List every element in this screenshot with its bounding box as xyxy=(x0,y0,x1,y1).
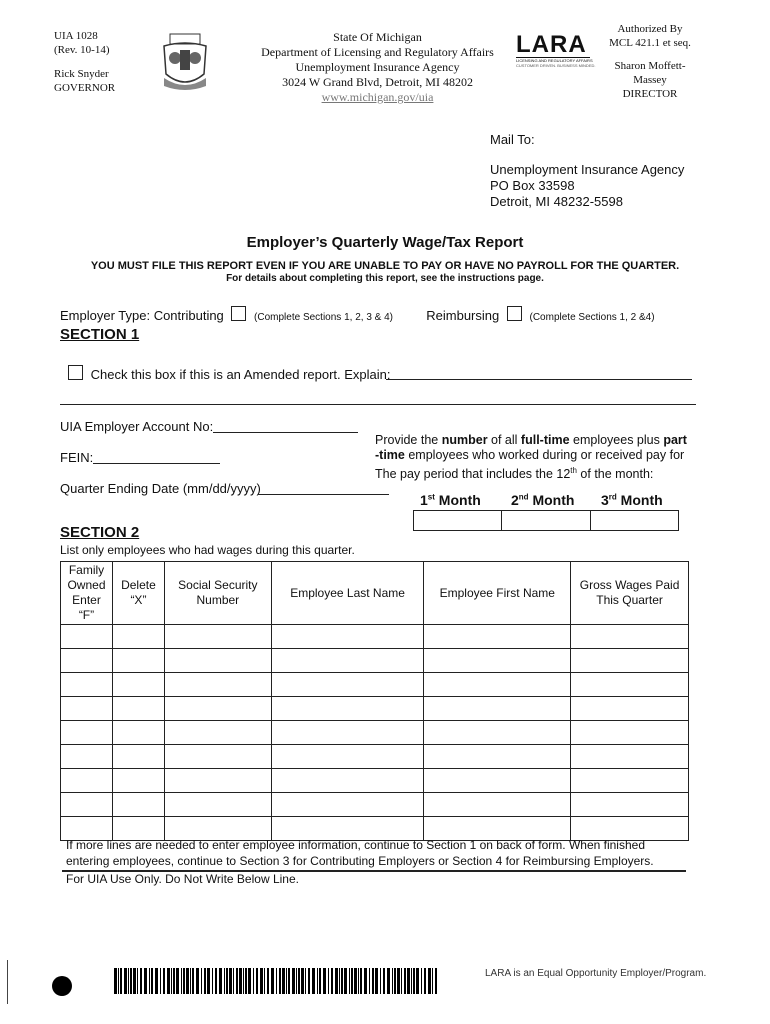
family-owned-cell[interactable] xyxy=(61,649,113,673)
barcode-bar xyxy=(397,968,400,994)
barcode-bar xyxy=(229,968,232,994)
barcode-bar xyxy=(226,968,228,994)
barcode-bar xyxy=(380,968,381,994)
first-name-cell[interactable] xyxy=(424,793,571,817)
barcode-bar xyxy=(144,968,147,994)
month3-label xyxy=(601,492,663,508)
barcode-bar xyxy=(264,968,265,994)
month3-word: Month xyxy=(616,492,663,508)
report-title: Employer’s Quarterly Wage/Tax Report xyxy=(246,234,524,251)
barcode-bar xyxy=(323,968,326,994)
first-name-cell[interactable] xyxy=(424,697,571,721)
provide-text-5: The pay period that includes the 12 xyxy=(375,467,571,482)
barcode-bar xyxy=(428,968,431,994)
barcode-bar xyxy=(137,968,138,994)
gross-wages-cell[interactable] xyxy=(571,793,689,817)
barcode-bar xyxy=(416,968,419,994)
lara-logo-sub1: LICENSING AND REGULATORY AFFAIRS xyxy=(516,58,593,63)
amended-explain-field-2[interactable] xyxy=(60,404,696,405)
barcode-bar xyxy=(364,968,367,994)
barcode-bar xyxy=(256,968,258,994)
lara-logo-text: LARA xyxy=(516,31,587,58)
uia-only-note: For UIA Use Only. Do Not Write Below Line. xyxy=(66,872,299,886)
last-name-cell[interactable] xyxy=(271,769,424,793)
barcode-bar xyxy=(245,968,247,994)
provide-text-fulltime: full-time xyxy=(520,433,570,447)
month1-count-field[interactable] xyxy=(414,511,502,531)
barcode-icon xyxy=(114,968,438,994)
barcode-bar xyxy=(312,968,315,994)
report-warning: YOU MUST FILE THIS REPORT EVEN IF YOU ARE UNABLE TO PAY OR HAVE NO PAYROLL FOR THE QUARTER. xyxy=(90,260,680,272)
barcode-bar xyxy=(271,968,274,994)
fein-field[interactable] xyxy=(93,463,220,464)
agency-header xyxy=(250,30,505,105)
barcode-bar xyxy=(360,968,362,994)
col-ssn: Social Security Number xyxy=(164,562,271,625)
barcode-bar xyxy=(411,968,412,994)
barcode-bar xyxy=(279,968,281,994)
barcode-bar xyxy=(114,968,117,994)
month3-count-field[interactable] xyxy=(590,511,678,531)
barcode-bar xyxy=(171,968,172,994)
ssn-cell[interactable] xyxy=(164,625,271,649)
barcode-bar xyxy=(155,968,158,994)
col-first-name: Employee First Name xyxy=(424,562,571,625)
barcode-bar xyxy=(305,968,306,994)
barcode-bar xyxy=(354,968,357,994)
report-instructions-note: For details about completing this report, see the instructions page. xyxy=(226,273,544,284)
barcode-bar xyxy=(341,968,343,994)
barcode-bar xyxy=(124,968,127,994)
barcode-bar xyxy=(224,968,225,994)
mail-to-line3: Detroit, MI 48232-5598 xyxy=(490,194,623,209)
barcode-bar xyxy=(351,968,353,994)
barcode-bar xyxy=(128,968,129,994)
barcode-bar xyxy=(173,968,175,994)
barcode-bar xyxy=(219,968,222,994)
contributing-checkbox[interactable] xyxy=(231,306,246,321)
provide-text-part: part xyxy=(663,433,687,447)
gross-wages-cell[interactable] xyxy=(571,625,689,649)
first-name-cell[interactable] xyxy=(424,625,571,649)
lara-logo xyxy=(516,31,596,74)
provide-text-number: number xyxy=(441,433,488,447)
family-owned-cell[interactable] xyxy=(61,625,113,649)
amended-label: Check this box if this is an Amended report. Explain: xyxy=(90,367,391,382)
form-revision: (Rev. 10-14) xyxy=(54,44,110,56)
table-row xyxy=(61,697,689,721)
barcode-bar xyxy=(196,968,199,994)
barcode-bar xyxy=(181,968,182,994)
authorized-by: Authorized By xyxy=(617,23,683,35)
barcode-bar xyxy=(236,968,238,994)
delete-cell[interactable] xyxy=(112,697,164,721)
barcode-bar xyxy=(276,968,277,994)
barcode-bar xyxy=(308,968,310,994)
barcode-bar xyxy=(183,968,185,994)
reimbursing-label: Reimbursing xyxy=(426,308,500,323)
ssn-cell[interactable] xyxy=(164,649,271,673)
barcode-bar xyxy=(163,968,165,994)
provide-text-2: of all xyxy=(487,433,521,447)
table-row xyxy=(61,649,689,673)
provide-text-parttime: -time xyxy=(375,448,405,462)
barcode-bar xyxy=(192,968,194,994)
family-owned-cell[interactable] xyxy=(61,721,113,745)
ssn-cell[interactable] xyxy=(164,673,271,697)
barcode-bar xyxy=(435,968,437,994)
barcode-bar xyxy=(432,968,433,994)
barcode-bar xyxy=(292,968,295,994)
last-name-cell[interactable] xyxy=(271,649,424,673)
barcode-bar xyxy=(215,968,217,994)
barcode-bar xyxy=(421,968,422,994)
family-owned-cell[interactable] xyxy=(61,769,113,793)
mail-to-line2: PO Box 33598 xyxy=(490,178,575,193)
barcode-bar xyxy=(424,968,426,994)
barcode-bar xyxy=(375,968,378,994)
barcode-bar xyxy=(317,968,318,994)
barcode-bar xyxy=(335,968,338,994)
provide-text-6: of the month: xyxy=(576,467,654,482)
barcode-bar xyxy=(190,968,191,994)
mail-to-block xyxy=(490,132,684,210)
section1-heading: SECTION 1 xyxy=(60,326,140,343)
barcode-bar xyxy=(328,968,329,994)
barcode-bar xyxy=(149,968,150,994)
agency-name: Unemployment Insurance Agency xyxy=(295,60,460,74)
barcode-bar xyxy=(387,968,390,994)
last-name-cell[interactable] xyxy=(271,721,424,745)
delete-cell[interactable] xyxy=(112,769,164,793)
family-owned-cell[interactable] xyxy=(61,697,113,721)
reimbursing-note: (Complete Sections 1, 2 &4) xyxy=(529,312,655,323)
governor-title: GOVERNOR xyxy=(54,82,116,94)
delete-cell[interactable] xyxy=(112,673,164,697)
barcode-bar xyxy=(243,968,244,994)
barcode-bar xyxy=(186,968,189,994)
barcode-bar xyxy=(151,968,153,994)
gross-wages-cell[interactable] xyxy=(571,745,689,769)
barcode-bar xyxy=(260,968,263,994)
table-row xyxy=(61,673,689,697)
agency-address: 3024 W Grand Blvd, Detroit, MI 48202 xyxy=(282,75,473,89)
barcode-bar xyxy=(253,968,254,994)
barcode-bar xyxy=(167,968,170,994)
last-name-cell[interactable] xyxy=(271,745,424,769)
delete-cell[interactable] xyxy=(112,649,164,673)
director-name-2: Massey xyxy=(633,74,667,86)
delete-cell[interactable] xyxy=(112,745,164,769)
table-row xyxy=(61,625,689,649)
agency-website-link[interactable]: www.michigan.gov/uia xyxy=(321,90,434,104)
barcode-bar xyxy=(413,968,415,994)
employee-count-instructions xyxy=(375,433,687,482)
barcode-bar xyxy=(286,968,287,994)
barcode-bar xyxy=(133,968,136,994)
month3-sup: rd xyxy=(608,492,617,502)
amended-checkbox[interactable] xyxy=(68,365,83,380)
table-row xyxy=(61,769,689,793)
delete-cell[interactable] xyxy=(112,721,164,745)
first-name-cell[interactable] xyxy=(424,649,571,673)
equal-opportunity-note: LARA is an Equal Opportunity Employer/Program. xyxy=(485,968,707,979)
michigan-seal-icon xyxy=(158,32,212,94)
barcode-bar xyxy=(407,968,410,994)
table-row xyxy=(61,721,689,745)
amended-explain-field[interactable] xyxy=(386,379,692,380)
month1-sup: st xyxy=(427,492,435,502)
col-delete: Delete “X” xyxy=(112,562,164,625)
employer-type-label: Employer Type: Contributing xyxy=(60,308,224,323)
gross-wages-cell[interactable] xyxy=(571,721,689,745)
month2-count-field[interactable] xyxy=(502,511,590,531)
account-label: UIA Employer Account No: xyxy=(60,419,214,434)
gross-wages-cell[interactable] xyxy=(571,697,689,721)
governor-name: Rick Snyder xyxy=(54,68,109,80)
amended-row xyxy=(68,365,391,382)
barcode-bar xyxy=(233,968,234,994)
quarter-ending-label: Quarter Ending Date (mm/dd/yyyy) xyxy=(60,481,261,496)
barcode-bar xyxy=(204,968,206,994)
col-last-name: Employee Last Name xyxy=(271,562,424,625)
barcode-bar xyxy=(392,968,393,994)
page-edge-mark xyxy=(7,960,8,1004)
last-name-cell[interactable] xyxy=(271,625,424,649)
gross-wages-cell[interactable] xyxy=(571,769,689,793)
table-row xyxy=(61,793,689,817)
ssn-cell[interactable] xyxy=(164,745,271,769)
provide-text-sup: th xyxy=(570,466,577,475)
employee-wage-table xyxy=(60,561,689,841)
department-name: Department of Licensing and Regulatory Affairs xyxy=(261,45,494,59)
barcode-bar xyxy=(239,968,242,994)
barcode-bar xyxy=(301,968,304,994)
barcode-bar xyxy=(349,968,350,994)
barcode-bar xyxy=(394,968,396,994)
barcode-bar xyxy=(383,968,385,994)
director-title: DIRECTOR xyxy=(622,88,678,100)
footer-line2: entering employees, continue to Section 3 for Contributing Employers or Section 4 for Reimbursing Employers. xyxy=(66,854,654,868)
month1-label xyxy=(420,492,481,508)
barcode-bar xyxy=(369,968,370,994)
barcode-bar xyxy=(212,968,213,994)
barcode-bar xyxy=(118,968,119,994)
mail-to-line1: Unemployment Insurance Agency xyxy=(490,162,685,177)
col-gross-wages: Gross Wages Paid This Quarter xyxy=(571,562,689,625)
reimbursing-checkbox[interactable] xyxy=(507,306,522,321)
month1-num: 1 xyxy=(420,492,428,508)
barcode-bar xyxy=(267,968,269,994)
barcode-bar xyxy=(358,968,359,994)
lara-logo-sub2: CUSTOMER DRIVEN. BUSINESS MINDED. xyxy=(516,63,596,68)
provide-text-4: employees who worked during or received pay for xyxy=(404,448,685,462)
first-name-cell[interactable] xyxy=(424,721,571,745)
barcode-bar xyxy=(372,968,374,994)
ssn-cell[interactable] xyxy=(164,769,271,793)
barcode-bar xyxy=(282,968,285,994)
ssn-cell[interactable] xyxy=(164,793,271,817)
provide-text-3: employees plus xyxy=(569,433,664,447)
month2-label xyxy=(511,492,574,508)
barcode-bar xyxy=(339,968,340,994)
barcode-bar xyxy=(401,968,402,994)
family-owned-cell[interactable] xyxy=(61,745,113,769)
barcode-bar xyxy=(298,968,300,994)
ssn-cell[interactable] xyxy=(164,721,271,745)
form-id-block xyxy=(54,29,115,95)
family-owned-cell[interactable] xyxy=(61,673,113,697)
barcode-bar xyxy=(207,968,210,994)
month2-word: Month xyxy=(528,492,575,508)
first-name-cell[interactable] xyxy=(424,745,571,769)
barcode-bar xyxy=(331,968,333,994)
month1-word: Month xyxy=(434,492,481,508)
last-name-cell[interactable] xyxy=(271,697,424,721)
last-name-cell[interactable] xyxy=(271,793,424,817)
table-row xyxy=(61,745,689,769)
form-number: UIA 1028 xyxy=(54,30,98,42)
registration-dot-icon xyxy=(52,976,72,996)
employer-type-row xyxy=(60,306,655,323)
barcode-bar xyxy=(130,968,132,994)
footer-line1: If more lines are needed to enter employee information, continue to Section 1 on back of form. When finished xyxy=(66,838,645,852)
section2-footer xyxy=(66,837,654,869)
col-family-owned: Family Owned Enter “F” xyxy=(61,562,113,625)
delete-cell[interactable] xyxy=(112,625,164,649)
director-name-1: Sharon Moffett- xyxy=(614,60,686,72)
gross-wages-cell[interactable] xyxy=(571,673,689,697)
account-number-field[interactable] xyxy=(213,432,358,433)
month2-sup: nd xyxy=(518,492,529,502)
state-name: State Of Michigan xyxy=(333,30,422,44)
provide-text-1: Provide the xyxy=(375,433,442,447)
contributing-note: (Complete Sections 1, 2, 3 & 4) xyxy=(254,312,394,323)
authority-block xyxy=(600,22,700,101)
family-owned-cell[interactable] xyxy=(61,793,113,817)
barcode-bar xyxy=(176,968,179,994)
section2-heading: SECTION 2 xyxy=(60,524,140,541)
barcode-bar xyxy=(248,968,251,994)
month3-num: 3 xyxy=(601,492,609,508)
last-name-cell[interactable] xyxy=(271,673,424,697)
barcode-bar xyxy=(344,968,347,994)
barcode-bar xyxy=(288,968,290,994)
first-name-cell[interactable] xyxy=(424,769,571,793)
delete-cell[interactable] xyxy=(112,793,164,817)
barcode-bar xyxy=(160,968,161,994)
month2-num: 2 xyxy=(511,492,519,508)
quarter-ending-field[interactable] xyxy=(258,494,389,495)
barcode-bar xyxy=(140,968,142,994)
barcode-bar xyxy=(296,968,297,994)
first-name-cell[interactable] xyxy=(424,673,571,697)
barcode-bar xyxy=(404,968,406,994)
barcode-bar xyxy=(120,968,122,994)
barcode-bar xyxy=(319,968,321,994)
barcode-bar xyxy=(201,968,202,994)
month-count-boxes xyxy=(413,510,679,531)
employee-rows xyxy=(61,625,689,841)
mail-to-label: Mail To: xyxy=(490,132,535,147)
section2-intro: List only employees who had wages during this quarter. xyxy=(60,543,355,557)
ssn-cell[interactable] xyxy=(164,697,271,721)
gross-wages-cell[interactable] xyxy=(571,649,689,673)
authorized-statute: MCL 421.1 et seq. xyxy=(609,37,691,49)
fein-label: FEIN: xyxy=(60,450,94,465)
